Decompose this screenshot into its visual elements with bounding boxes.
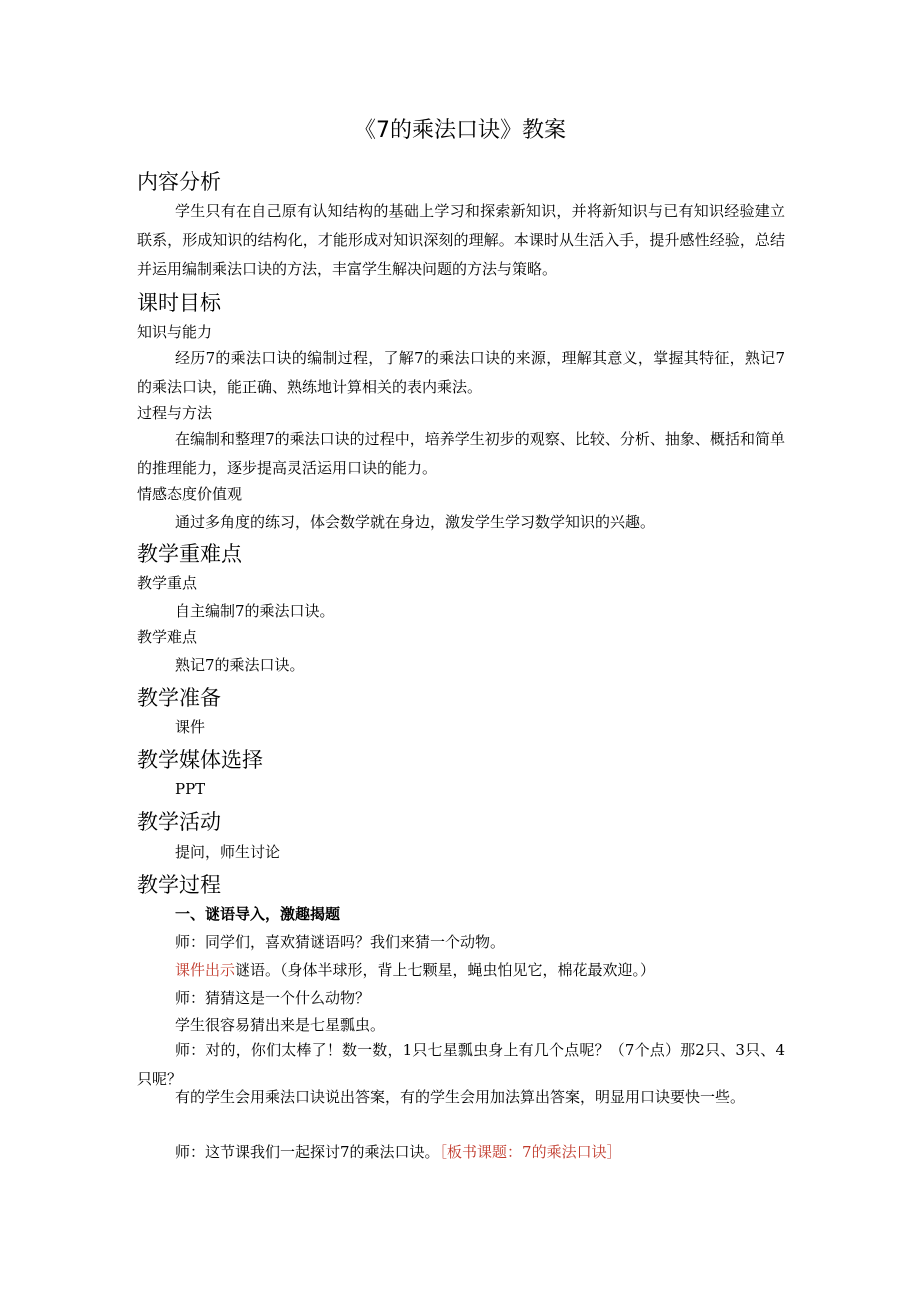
process-line-3: 师：猜猜这是一个什么动物？ xyxy=(175,989,371,1007)
key-point-line: 自主编制7的乘法口诀。 xyxy=(175,602,335,620)
goal-attitude-line: 通过多角度的练习，体会数学就在身边，激发学生学习数学知识的兴趣。 xyxy=(175,513,656,531)
media-line: PPT xyxy=(175,780,206,798)
riddle-text: 谜语。（身体半球形，背上七颗星，蝇虫怕见它，棉花最欢迎。） xyxy=(235,961,656,979)
subheading-process-method: 过程与方法 xyxy=(137,404,213,422)
heading-content-analysis: 内容分析 xyxy=(137,170,221,194)
subheading-knowledge-ability: 知识与能力 xyxy=(137,323,213,341)
heading-activities: 教学活动 xyxy=(137,810,221,834)
document-title: 《7的乘法口诀》教案 xyxy=(354,118,566,143)
process-paragraph-5: 师：对的，你们太棒了！数一数，1只七星瓢虫身上有几个点呢？（7个点）那2只、3只、4只呢？ xyxy=(137,1041,785,1088)
process-line-2 xyxy=(175,958,655,982)
content-analysis-paragraph: 学生只有在自己原有认知结构的基础上学习和探索新知识，并将新知识与已有知识经验建立联系，形成知识的结构化，才能形成对知识深刻的理解。本课时从生活入手，提升感性经验，总结并运用编制乘法口诀的方法，丰富学生解决问题的方法与策略。 xyxy=(137,202,785,278)
heading-preparation: 教学准备 xyxy=(137,686,221,710)
process-line-1: 师：同学们，喜欢猜谜语吗？我们来猜一个动物。 xyxy=(175,933,506,951)
subheading-difficult-point: 教学难点 xyxy=(137,628,198,646)
subheading-key-point: 教学重点 xyxy=(137,574,198,592)
goal-process-paragraph: 在编制和整理7的乘法口诀的过程中，培养学生初步的观察、比较、分析、抽象、概括和简单的推理能力，逐步提高灵活运用口诀的能力。 xyxy=(137,430,785,477)
lesson-topic-text: 师：这节课我们一起探讨7的乘法口诀。 xyxy=(175,1143,440,1161)
courseware-label: 课件出示 xyxy=(175,961,236,979)
heading-media: 教学媒体选择 xyxy=(137,748,263,772)
board-title-note: ［板书课题：7的乘法口诀］ xyxy=(439,1143,622,1161)
preparation-line: 课件 xyxy=(175,718,206,736)
process-paragraph-6: 有的学生会用乘法口诀说出答案，有的学生会用加法算出答案，明显用口诀要快一些。 xyxy=(175,1088,746,1106)
process-line-4: 学生很容易猜出来是七星瓢虫。 xyxy=(175,1016,386,1034)
step-one-title: 一、谜语导入，激趣揭题 xyxy=(175,905,341,923)
heading-process: 教学过程 xyxy=(137,873,221,897)
goal-knowledge-paragraph: 经历7的乘法口诀的编制过程，了解7的乘法口诀的来源，理解其意义，掌握其特征，熟记7的乘法口诀，能正确、熟练地计算相关的表内乘法。 xyxy=(137,349,785,396)
process-line-7 xyxy=(175,1140,622,1164)
activities-line: 提问，师生讨论 xyxy=(175,843,281,861)
subheading-attitude-values: 情感态度价值观 xyxy=(137,485,243,503)
heading-lesson-goals: 课时目标 xyxy=(137,291,221,315)
difficult-point-line: 熟记7的乘法口诀。 xyxy=(175,656,305,674)
heading-key-difficult-points: 教学重难点 xyxy=(137,542,242,566)
